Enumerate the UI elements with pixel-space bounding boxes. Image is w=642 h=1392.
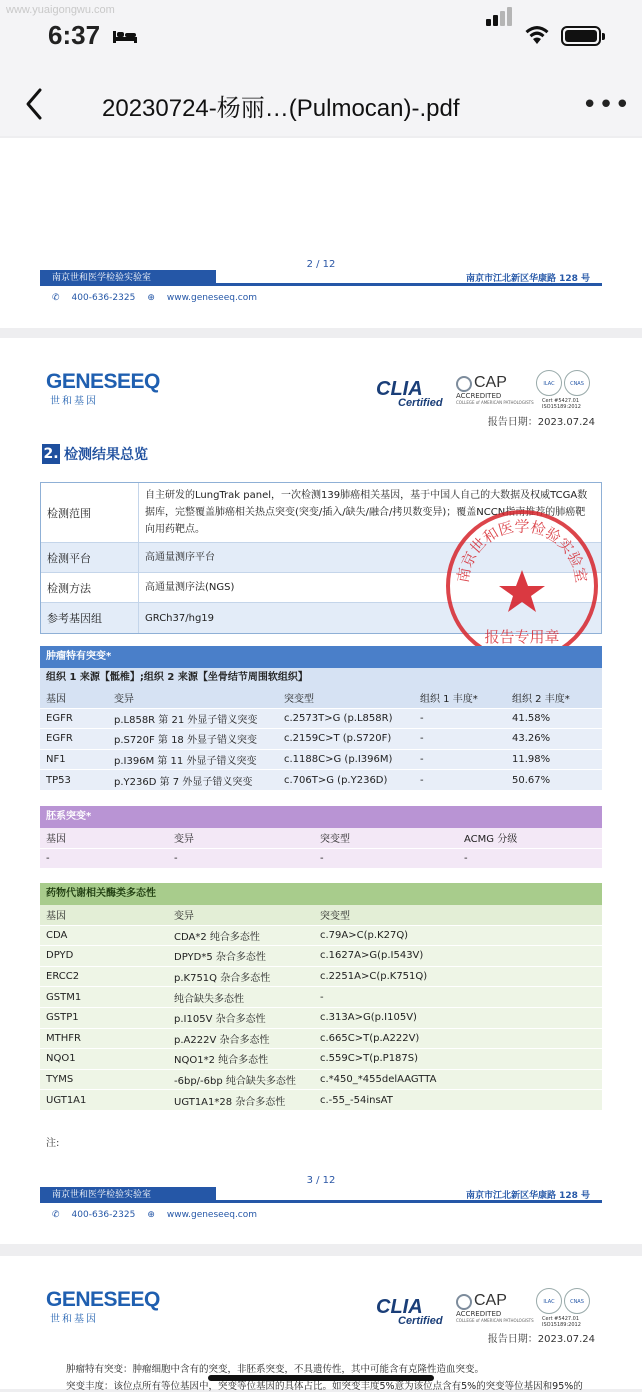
footer-phone: 400-636-2325 (71, 1210, 136, 1220)
official-seal-stamp (444, 508, 600, 664)
pgx-polymorphism-table (40, 883, 602, 1111)
table-row: EGFR p.S720F 第 18 外显子错义突变 c.2159C>T (p.S720F) - 43.26% (40, 729, 602, 750)
battery-icon (561, 26, 601, 46)
sleep-focus-icon (112, 28, 138, 44)
table-header-row: 基因 变异 突变型 (40, 905, 602, 926)
definition-line: 突变丰度：该位点所有等位基因中，突变等位基因的具体占比。如突变丰度5%意为该位点含有5%的突变等位基因和95%的 (66, 1381, 583, 1392)
table-row: EGFR p.L858R 第 21 外显子错义突变 c.2573T>G (p.L858R) - 41.58% (40, 709, 602, 730)
info-key: 检测方法 (41, 573, 139, 602)
table-row: GSTP1 p.I105V 杂合多态性 c.313A>G(p.I105V) (40, 1008, 602, 1029)
clia-logo: CLIA Certified (376, 378, 443, 409)
wifi-icon (524, 24, 550, 46)
table-row: GSTM1 纯合缺失多态性 - (40, 987, 602, 1008)
stamp-bottom-text: 报告专用章 (484, 628, 560, 646)
stamp-top-text: 南京世和医学检验实验室 (453, 517, 591, 585)
document-title: 20230724-杨丽…(Pulmocan)-.pdf (102, 95, 460, 122)
geneseeq-logo: GENESEEQ 世和基因 (46, 370, 160, 407)
info-value: 高通量测序法(NGS) (145, 582, 235, 593)
table-row: UGT1A1 UGT1A1*28 杂合多态性 c.-55_-54insAT (40, 1090, 602, 1111)
footer-web: www.geneseeq.com (166, 293, 258, 303)
phone-icon: ✆ (52, 1210, 60, 1220)
report-date: 报告日期：2023.07.24 (487, 1334, 595, 1345)
footer-phone: 400-636-2325 (71, 293, 136, 303)
table-row: TP53 p.Y236D 第 7 外显子错义突变 c.706T>G (p.Y236D) - 50.67% (40, 770, 602, 791)
table-title: 药物代谢相关酶类多态性 (40, 883, 602, 905)
geneseeq-logo: GENESEEQ 世和基因 (46, 1288, 160, 1325)
clia-logo: CLIA Certified (376, 1296, 443, 1327)
table-row: TYMS -6bp/-6bp 纯合缺失多态性 c.*450_*455delAAGTTA (40, 1070, 602, 1091)
footer-address: 南京市江北新区华康路 128 号 (465, 1191, 590, 1201)
info-key: 检测范围 (41, 483, 139, 542)
table-row: CDA CDA*2 纯合多态性 c.79A>C(p.K27Q) (40, 926, 602, 947)
info-key: 参考基因组 (41, 603, 139, 633)
page-number: 3 / 12 (306, 1175, 336, 1186)
table-row: MTHFR p.A222V 杂合多态性 c.665C>T(p.A222V) (40, 1029, 602, 1050)
table-row: ERCC2 p.K751Q 杂合多态性 c.2251A>C(p.K751Q) (40, 967, 602, 988)
footer-lab: 南京世和医学检验实验室 (40, 270, 216, 286)
table-title: 胚系突变* (40, 806, 602, 828)
table-title: 肿瘤特有突变* (40, 646, 602, 668)
footer-contact (52, 293, 269, 303)
status-time: 6:37 (48, 20, 101, 50)
status-bar (0, 0, 642, 72)
info-value: 自主研发的LungTrak panel，一次检测139肺癌相关基因，基于中国人自己的大数据及权威TCGA数据库，完整覆盖肺癌相关热点突变(突变/插入/缺失/融合/拷贝数变异)；覆盖NCCN指南推荐的肺癌靶向用药靶点。 (145, 490, 588, 535)
section-heading: 2. 检测结果总览 (43, 446, 148, 463)
pdf-page-2 (0, 138, 642, 328)
back-chevron-icon[interactable] (22, 86, 50, 122)
footer-web: www.geneseeq.com (166, 1210, 258, 1220)
table-header-row: 基因 变异 突变型 ACMG 分级 (40, 828, 602, 849)
globe-icon: ⊕ (147, 1210, 155, 1220)
watermark: www.yuaigongwu.com (6, 4, 115, 16)
nav-bar (0, 72, 642, 136)
tumor-mutation-table (40, 646, 602, 791)
globe-icon: ⊕ (147, 293, 155, 303)
footer-lab: 南京世和医学检验实验室 (40, 1187, 216, 1203)
info-key: 检测平台 (41, 543, 139, 572)
table-row: NF1 p.I396M 第 11 外显子错义突变 c.1188C>G (p.I396M) - 11.98% (40, 750, 602, 771)
footer-bar (0, 270, 642, 286)
germline-mutation-table (40, 806, 602, 869)
footer-bar (0, 1187, 642, 1203)
note-label: 注: (46, 1138, 60, 1149)
home-indicator[interactable] (208, 1375, 434, 1381)
table-row: - - - - (40, 849, 602, 870)
phone-icon: ✆ (52, 293, 60, 303)
report-date: 报告日期：2023.07.24 (487, 417, 595, 428)
info-value: 高通量测序平台 (145, 552, 215, 563)
more-options-icon[interactable]: ••• (582, 90, 632, 120)
footer-address: 南京市江北新区华康路 128 号 (465, 274, 590, 284)
info-value: GRCh37/hg19 (145, 612, 215, 624)
page-number: 2 / 12 (306, 259, 336, 270)
table-header-row: 基因 变异 突变型 组织 1 丰度* 组织 2 丰度* (40, 688, 602, 709)
definition-line: 肿瘤特有突变：肿瘤细胞中含有的突变，非胚系突变，不具遗传性，其中可能含有克隆性造血突变。 (66, 1364, 485, 1375)
table-row: NQO1 NQO1*2 纯合多态性 c.559C>T(p.P187S) (40, 1049, 602, 1070)
table-row: DPYD DPYD*5 杂合多态性 c.1627A>G(p.I543V) (40, 946, 602, 967)
table-caption: 组织 1 来源【骶椎】;组织 2 来源【坐骨结节周围软组织】 (40, 668, 602, 688)
footer-contact (52, 1210, 269, 1220)
